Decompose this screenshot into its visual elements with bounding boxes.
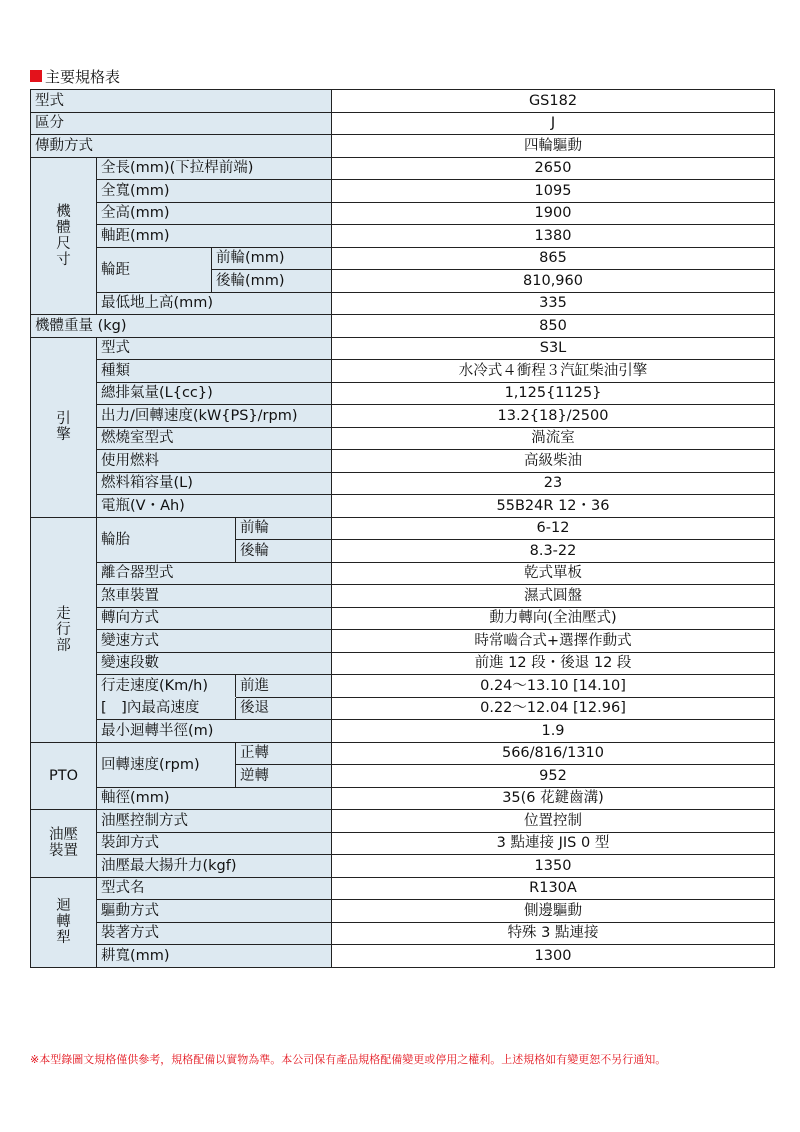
length-label: 全長(mm)(下拉桿前端) — [97, 157, 332, 180]
table-row — [31, 652, 775, 675]
table-row — [31, 90, 775, 113]
height-value: 1900 — [332, 202, 775, 225]
table-row — [31, 202, 775, 225]
engine-model-label: 型式 — [97, 337, 332, 360]
drive-value: 四輪驅動 — [332, 135, 775, 158]
table-row — [31, 382, 775, 405]
mounting-label: 裝卸方式 — [97, 832, 332, 855]
brake-value: 濕式圓盤 — [332, 585, 775, 608]
lift-value: 1350 — [332, 855, 775, 878]
table-row — [31, 315, 775, 338]
pto-cw-value: 566/816/1310 — [332, 742, 775, 765]
table-row — [31, 360, 775, 383]
body-size-group-label: 機 體 尺 寸 — [31, 157, 97, 315]
table-row — [31, 450, 775, 473]
table-row — [31, 742, 775, 765]
pto-group-label: PTO — [31, 742, 97, 810]
model-value: GS182 — [332, 90, 775, 113]
spec-title-text: 主要規格表 — [45, 67, 121, 86]
weight-label: 機體重量 (kg) — [31, 315, 332, 338]
table-row — [31, 427, 775, 450]
pto-ccw-label: 逆轉 — [236, 765, 332, 788]
tire-rear-value: 8.3-22 — [332, 540, 775, 563]
battery-label: 電瓶(V・Ah) — [97, 495, 332, 518]
tank-value: 23 — [332, 472, 775, 495]
rotary-drive-value: 側邊驅動 — [332, 900, 775, 923]
table-row — [31, 337, 775, 360]
table-row — [31, 495, 775, 518]
displacement-value: 1,125{1125} — [332, 382, 775, 405]
speed-max-note-label: [ ]內最高速度 — [97, 697, 236, 720]
output-label: 出力/回轉速度(kW{PS}/rpm) — [97, 405, 332, 428]
table-row — [31, 675, 775, 698]
tank-label: 燃料箱容量(L) — [97, 472, 332, 495]
table-row — [31, 697, 775, 720]
combustion-label: 燃燒室型式 — [97, 427, 332, 450]
category-label: 區分 — [31, 112, 332, 135]
tire-front-label: 前輪 — [236, 517, 332, 540]
table-row — [31, 945, 775, 968]
shaft-value: 35(6 花鍵齒溝) — [332, 787, 775, 810]
rotary-drive-label: 驅動方式 — [97, 900, 332, 923]
drive-label: 傳動方式 — [31, 135, 332, 158]
table-row — [31, 855, 775, 878]
rotary-attach-value: 特殊 3 點連接 — [332, 922, 775, 945]
gears-value: 前進 12 段・後退 12 段 — [332, 652, 775, 675]
tread-rear-label: 後輪(mm) — [212, 270, 332, 293]
table-row — [31, 112, 775, 135]
clearance-label: 最低地上高(mm) — [97, 292, 332, 315]
turning-label: 最小迴轉半徑(m) — [97, 720, 332, 743]
category-value: J — [332, 112, 775, 135]
weight-value: 850 — [332, 315, 775, 338]
combustion-value: 渦流室 — [332, 427, 775, 450]
table-row — [31, 472, 775, 495]
table-row — [31, 157, 775, 180]
rotary-model-label: 型式名 — [97, 877, 332, 900]
model-label: 型式 — [31, 90, 332, 113]
table-row — [31, 180, 775, 203]
displacement-label: 總排氣量(L{cc}) — [97, 382, 332, 405]
speed-reverse-value: 0.22～12.04 [12.96] — [332, 697, 775, 720]
speed-forward-value: 0.24～13.10 [14.10] — [332, 675, 775, 698]
brake-label: 煞車裝置 — [97, 585, 332, 608]
speed-reverse-label: 後退 — [236, 697, 332, 720]
table-row — [31, 630, 775, 653]
shaft-label: 軸徑(mm) — [97, 787, 332, 810]
rotary-width-label: 耕寬(mm) — [97, 945, 332, 968]
tire-label: 輪胎 — [97, 517, 236, 562]
table-row — [31, 900, 775, 923]
battery-value: 55B24R 12・36 — [332, 495, 775, 518]
table-row — [31, 720, 775, 743]
table-row — [31, 877, 775, 900]
transmission-label: 變速方式 — [97, 630, 332, 653]
pto-cw-label: 正轉 — [236, 742, 332, 765]
rotary-group-label: 迴 轉 犁 — [31, 877, 97, 967]
steering-value: 動力轉向(全油壓式) — [332, 607, 775, 630]
spec-title — [30, 66, 120, 86]
table-row — [31, 832, 775, 855]
width-label: 全寬(mm) — [97, 180, 332, 203]
height-label: 全高(mm) — [97, 202, 332, 225]
table-row — [31, 517, 775, 540]
fuel-label: 使用燃料 — [97, 450, 332, 473]
tread-front-label: 前輪(mm) — [212, 247, 332, 270]
table-row — [31, 225, 775, 248]
table-row — [31, 585, 775, 608]
hydraulic-control-label: 油壓控制方式 — [97, 810, 332, 833]
rotary-width-value: 1300 — [332, 945, 775, 968]
steering-label: 轉向方式 — [97, 607, 332, 630]
engine-type-value: 水冷式４衝程３汽缸柴油引擎 — [332, 360, 775, 383]
spec-table — [30, 89, 775, 968]
turning-value: 1.9 — [332, 720, 775, 743]
running-group-label: 走 行 部 — [31, 517, 97, 742]
gears-label: 變速段數 — [97, 652, 332, 675]
tread-front-value: 865 — [332, 247, 775, 270]
speed-label: 行走速度(Km/h) — [97, 675, 236, 698]
table-row — [31, 562, 775, 585]
fuel-value: 高級柴油 — [332, 450, 775, 473]
clutch-value: 乾式單板 — [332, 562, 775, 585]
engine-model-value: S3L — [332, 337, 775, 360]
speed-forward-label: 前進 — [236, 675, 332, 698]
table-row — [31, 607, 775, 630]
table-row — [31, 922, 775, 945]
table-row — [31, 135, 775, 158]
tread-rear-value: 810,960 — [332, 270, 775, 293]
wheelbase-value: 1380 — [332, 225, 775, 248]
tire-front-value: 6-12 — [332, 517, 775, 540]
mounting-value: 3 點連接 JIS 0 型 — [332, 832, 775, 855]
title-square-icon — [30, 70, 42, 82]
length-value: 2650 — [332, 157, 775, 180]
tire-rear-label: 後輪 — [236, 540, 332, 563]
hydraulic-control-value: 位置控制 — [332, 810, 775, 833]
transmission-value: 時常嚙合式+選擇作動式 — [332, 630, 775, 653]
hydraulic-group-label: 油壓 裝置 — [31, 810, 97, 878]
pto-speed-label: 回轉速度(rpm) — [97, 742, 236, 787]
table-row — [31, 405, 775, 428]
lift-label: 油壓最大揚升力(kgf) — [97, 855, 332, 878]
table-row — [31, 810, 775, 833]
disclaimer-note: ※本型錄圖文規格僅供參考，規格配備以實物為準。本公司保有產品規格配備變更或停用之權利。上述規格如有變更恕不另行通知。 — [30, 1053, 667, 1066]
engine-group-label: 引 擎 — [31, 337, 97, 517]
pto-ccw-value: 952 — [332, 765, 775, 788]
table-row — [31, 292, 775, 315]
clearance-value: 335 — [332, 292, 775, 315]
width-value: 1095 — [332, 180, 775, 203]
engine-type-label: 種類 — [97, 360, 332, 383]
clutch-label: 離合器型式 — [97, 562, 332, 585]
tread-label: 輪距 — [97, 247, 212, 292]
table-row — [31, 787, 775, 810]
table-row — [31, 247, 775, 270]
output-value: 13.2{18}/2500 — [332, 405, 775, 428]
wheelbase-label: 軸距(mm) — [97, 225, 332, 248]
rotary-model-value: R130A — [332, 877, 775, 900]
rotary-attach-label: 裝著方式 — [97, 922, 332, 945]
